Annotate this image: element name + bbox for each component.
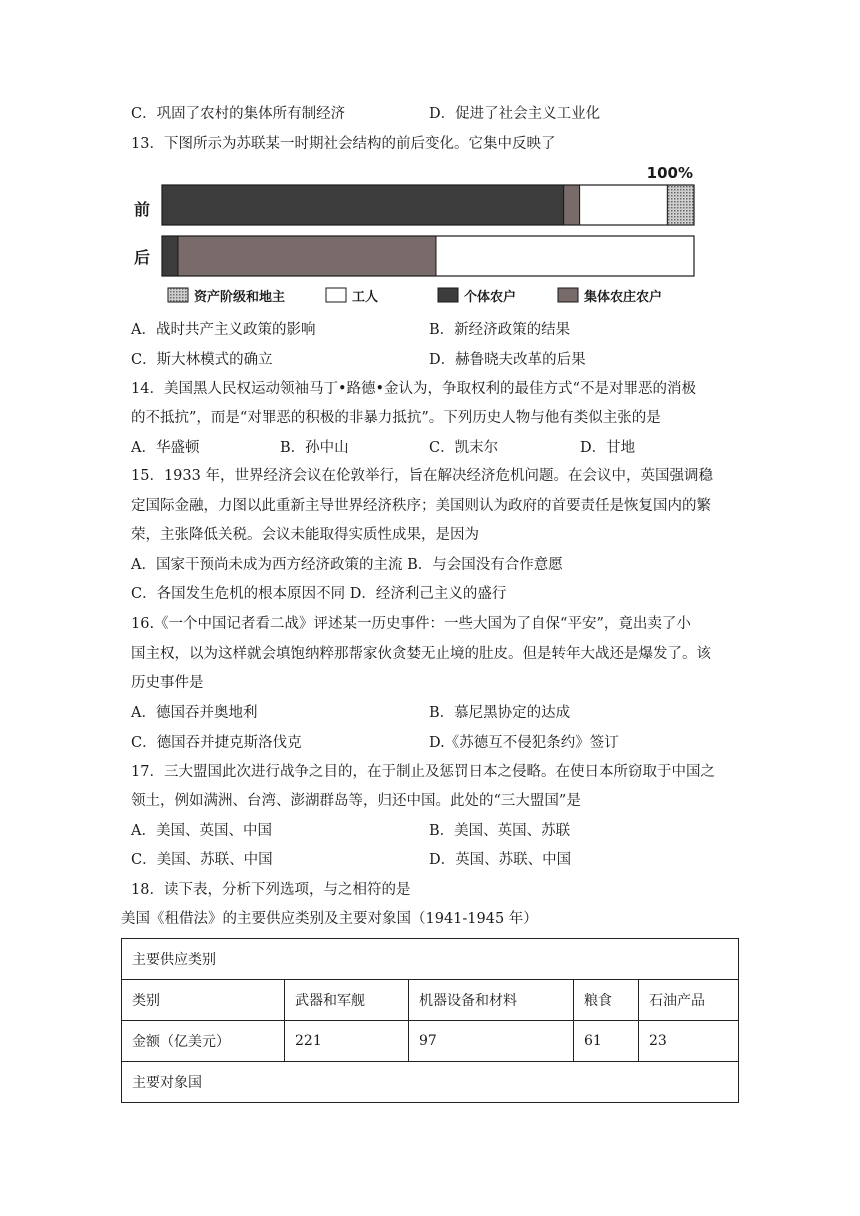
bar-segment-1-个体农户 — [162, 236, 178, 276]
q16-stem-line1: 16.《一个中国记者看二战》评述某一历史事件：一些大国为了自保“平安”，竟出卖了小 — [131, 616, 691, 632]
table-cell: 武器和军舰 — [285, 980, 409, 1021]
q17-stem-line2: 领土，例如满洲、台湾、澎湖群岛等，归还中国。此处的“三大盟国”是 — [131, 793, 581, 809]
q16-stem-line2: 国主权，以为这样就会填饱纳粹那帮家伙贪婪无止境的肚皮。但是转年大战还是爆发了。该 — [131, 646, 711, 662]
q16-option-c: C．德国吞并捷克斯洛伐克 — [131, 735, 302, 751]
q16-option-b: B．慕尼黑协定的达成 — [429, 705, 571, 721]
q14-stem-line2: 的不抵抗”，而是“对罪恶的积极的非暴力抵抗”。下列历史人物与他有类似主张的是 — [131, 410, 661, 426]
q15-option-ab: A．国家干预尚未成为西方经济政策的主流 B．与会国没有合作意愿 — [131, 557, 563, 573]
q17-option-c: C．美国、苏联、中国 — [131, 852, 273, 868]
q17-option-a: A．美国、英国、中国 — [131, 823, 272, 839]
table-row — [122, 1062, 739, 1103]
bar-segment-0-个体农户 — [162, 185, 564, 225]
table-row — [122, 1021, 739, 1062]
q14-option-a: A．华盛顿 — [131, 440, 200, 456]
table-cell: 粮食 — [574, 980, 639, 1021]
q13-option-a: A．战时共产主义政策的影响 — [131, 322, 316, 338]
legend-label: 集体农庄农户 — [584, 290, 663, 305]
legend-swatch — [438, 288, 458, 302]
table-footer-cell: 主要对象国 — [122, 1062, 739, 1103]
q17-option-d: D．英国、苏联、中国 — [429, 852, 572, 868]
table-cell: 23 — [639, 1021, 739, 1062]
q16-stem-line3: 历史事件是 — [131, 675, 204, 691]
bar-segment-1-工人 — [436, 236, 694, 276]
chart-category-before: 前 — [134, 200, 151, 219]
legend-label: 资产阶级和地主 — [194, 290, 286, 305]
table-cell: 石油产品 — [639, 980, 739, 1021]
q15-stem-line1: 15．1933 年，世界经济会议在伦敦举行，旨在解决经济危机问题。在会议中，英国强调稳 — [131, 468, 713, 484]
chart-legend — [168, 288, 662, 305]
legend-swatch — [326, 288, 346, 302]
q14-option-d: D．甘地 — [580, 440, 636, 456]
lend-lease-table — [121, 938, 739, 1103]
q13-option-d: D．赫鲁晓夫改革的后果 — [429, 352, 586, 368]
bar-segment-0-工人 — [580, 185, 668, 225]
q15-stem-line2: 定国际金融，力图以此重新主导世界经济秩序；美国则认为政府的首要责任是恢复国内的繁 — [131, 498, 711, 514]
q14-option-b: B．孙中山 — [280, 440, 349, 456]
table-cell: 类别 — [122, 980, 285, 1021]
legend-label: 个体农户 — [464, 290, 517, 305]
table-row — [122, 939, 739, 980]
chart-bars — [162, 185, 694, 276]
q13-option-b: B．新经济政策的结果 — [429, 322, 571, 338]
q18-table-caption: 美国《租借法》的主要供应类别及主要对象国（1941-1945 年） — [121, 911, 538, 927]
table-cell: 61 — [574, 1021, 639, 1062]
chart-category-after: 后 — [134, 248, 151, 267]
q13-option-c: C．斯大林模式的确立 — [131, 352, 273, 368]
legend-label: 工人 — [352, 290, 379, 305]
bar-segment-1-集体农庄农户 — [178, 236, 436, 276]
chart-max-label: 100% — [646, 164, 693, 182]
legend-swatch — [168, 288, 188, 302]
table-cell: 97 — [409, 1021, 574, 1062]
q14-option-c: C．凯末尔 — [429, 440, 499, 456]
q16-option-a: A．德国吞并奥地利 — [131, 705, 258, 721]
table-cell: 221 — [285, 1021, 409, 1062]
q15-stem-line3: 荣，主张降低关税。会议未能取得实质性成果，是因为 — [131, 527, 479, 543]
legend-swatch — [558, 288, 578, 302]
q13-stem: 13．下图所示为苏联某一时期社会结构的前后变化。它集中反映了 — [131, 136, 556, 152]
bar-segment-0-集体农庄农户 — [564, 185, 580, 225]
table-header-cell: 主要供应类别 — [122, 939, 739, 980]
q17-option-b: B．美国、英国、苏联 — [429, 823, 571, 839]
bar-segment-0-资产阶级和地主 — [667, 185, 694, 225]
q17-stem-line1: 17．三大盟国此次进行战争之目的，在于制止及惩罚日本之侵略。在使日本所窃取于中国之 — [131, 764, 715, 780]
q18-stem: 18．读下表，分析下列选项，与之相符的是 — [131, 882, 411, 898]
q12-option-d: D．促进了社会主义工业化 — [429, 106, 601, 122]
table-cell: 金额（亿美元） — [122, 1021, 285, 1062]
q15-option-cd: C．各国发生危机的根本原因不同 D．经济利己主义的盛行 — [131, 586, 507, 602]
q16-option-d: D.《苏德互不侵犯条约》签订 — [429, 735, 619, 751]
q12-option-c: C．巩固了农村的集体所有制经济 — [131, 106, 346, 122]
q14-stem-line1: 14．美国黑人民权运动领袖马丁•路德•金认为，争取权利的最佳方式“不是对罪恶的消极 — [131, 381, 696, 397]
table-cell: 机器设备和材料 — [409, 980, 574, 1021]
social-structure-chart — [128, 162, 718, 312]
table-row — [122, 980, 739, 1021]
